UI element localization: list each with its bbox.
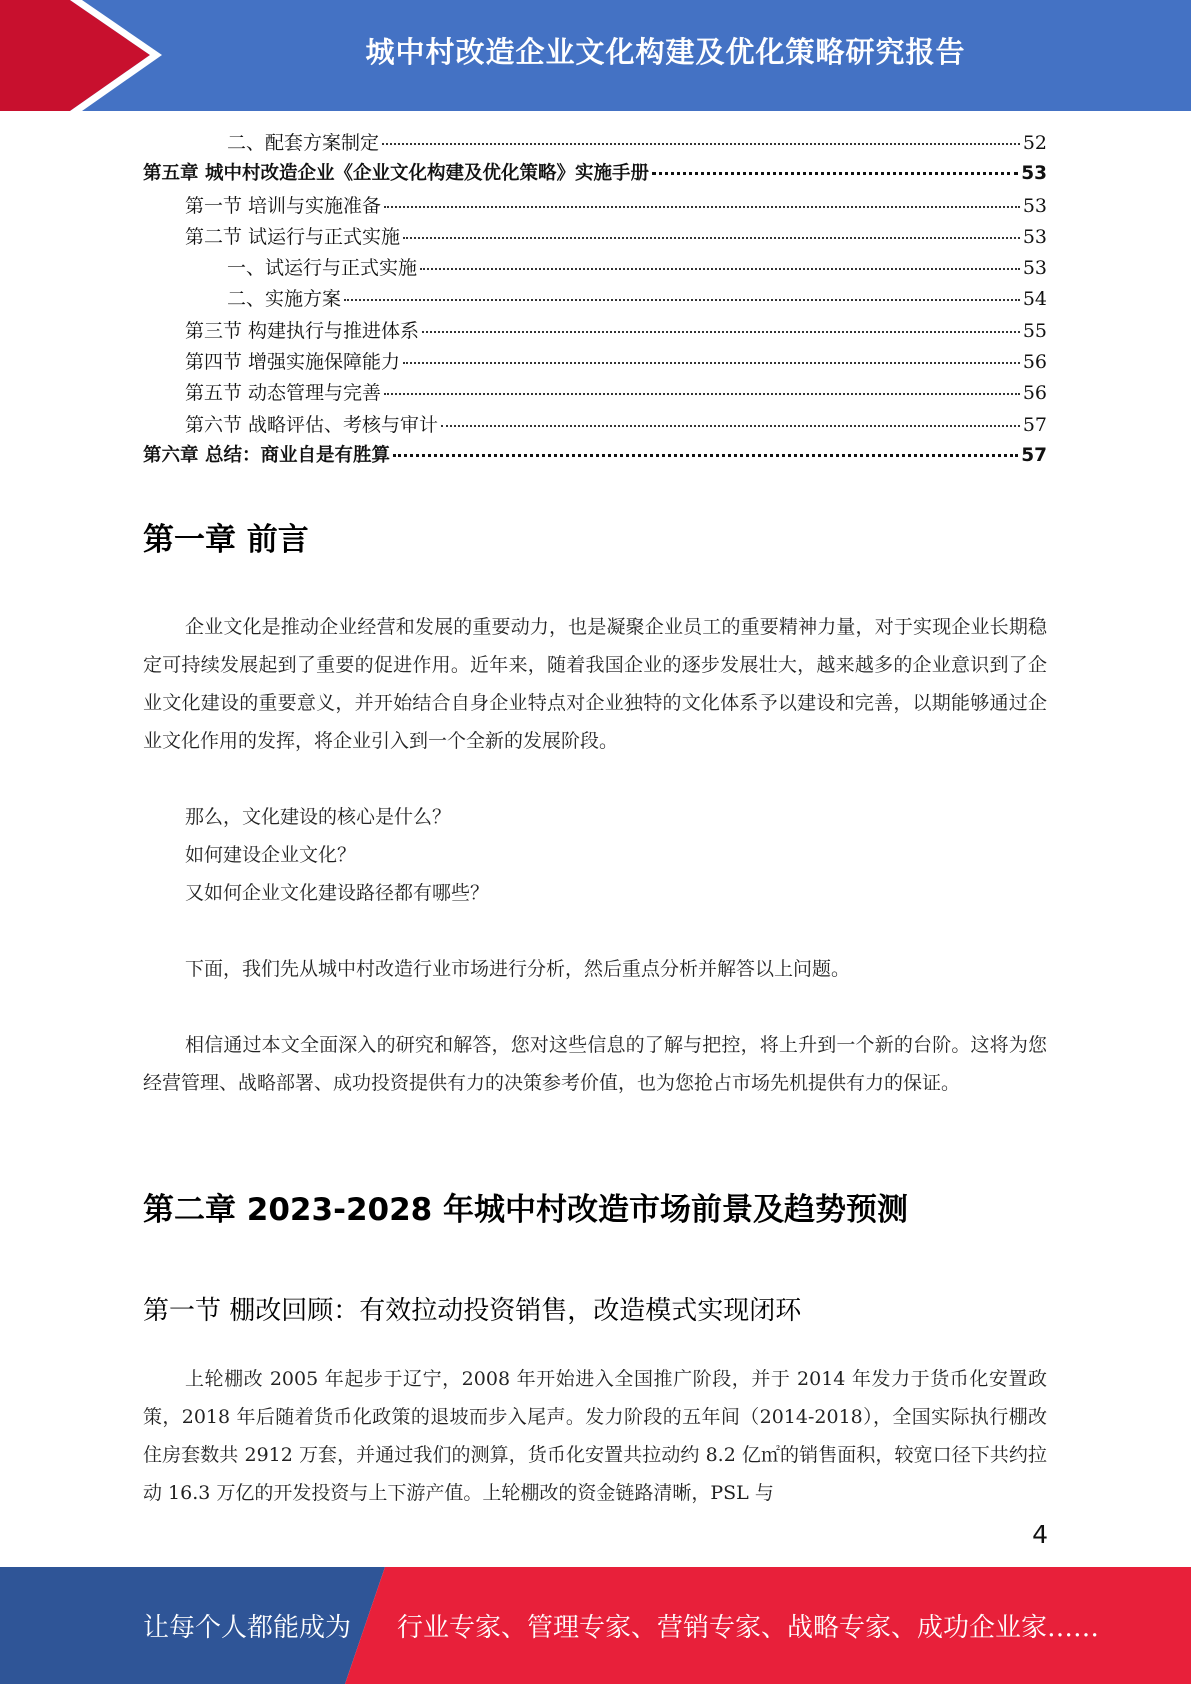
footer-slogan-left: 让每个人都能成为	[143, 1613, 352, 1643]
toc-entry-label: 第四节 增强实施保障能力	[185, 351, 401, 374]
paragraph: 下面，我们先从城中村改造行业市场进行分析，然后重点分析并解答以上问题。	[185, 958, 851, 980]
toc-dot-leader	[344, 299, 1020, 301]
toc-entry-label: 第一节 培训与实施准备	[185, 194, 382, 217]
toc-dot-leader	[393, 454, 1018, 457]
toc-entry-page: 57	[1022, 413, 1047, 436]
question-line: 那么，文化建设的核心是什么？	[185, 806, 452, 828]
toc-dot-leader	[382, 143, 1020, 145]
toc-entry-page: 55	[1022, 319, 1047, 342]
toc-entry-label: 第三节 构建执行与推进体系	[185, 319, 420, 342]
toc-dot-leader	[384, 393, 1020, 395]
toc-entry-label: 第六章 总结：商业自是有胜算	[143, 444, 390, 466]
page-header	[0, 0, 1191, 111]
paragraph: 企业文化是推动企业经营和发展的重要动力，也是凝聚企业员工的重要精神力量，对于实现企业长期稳定可持续发展起到了重要的促进作用。近年来，随着我国企业的逐步发展壮大，越来越多的企业意识到了企业文化建设的重要意义，并开始结合自身企业特点对企业独特的文化体系予以建设和完善，以期能够通过企业文化作用的发挥，将企业引入到一个全新的发展阶段。	[143, 616, 1047, 752]
toc-entry[interactable]	[143, 191, 1047, 222]
toc-dot-leader	[441, 425, 1020, 427]
question-line: 如何建设企业文化？	[185, 844, 357, 866]
chapter-heading: 第一章 前言	[143, 522, 309, 558]
chapter-heading: 第二章 2023-2028 年城中村改造市场前景及趋势预测	[143, 1192, 909, 1228]
paragraph: 上轮棚改 2005 年起步于辽宁，2008 年开始进入全国推广阶段，并于 2014 年发力于货币化安置政策，2018 年后随着货币化政策的退坡而步入尾声。发力阶段的五年间（2014-2018），全国实际执行棚改住房套数共 2912 万套，并通过我们的测算，货币化安置共拉动约 8.2 亿㎡的销售面积，较宽口径下共约拉动 16.3 万亿的开发投资与上下游产值。上轮棚改的资金链路清晰，PSL 与	[143, 1368, 1047, 1504]
toc-entry[interactable]	[143, 378, 1047, 409]
toc-dot-leader	[420, 268, 1020, 270]
toc-entry[interactable]	[143, 222, 1047, 253]
toc-dot-leader	[403, 237, 1020, 239]
toc-entry-page: 52	[1022, 132, 1047, 154]
page-footer	[0, 1567, 1191, 1684]
toc-entry[interactable]	[143, 159, 1047, 190]
toc-dot-leader	[384, 206, 1020, 208]
toc-dot-leader	[652, 172, 1018, 175]
toc-entry[interactable]	[143, 284, 1047, 315]
toc-entry[interactable]	[143, 128, 1047, 159]
toc-entry-page: 53	[1022, 257, 1047, 280]
toc-entry-label: 第六节 战略评估、考核与审计	[185, 413, 439, 436]
toc-entry[interactable]	[143, 410, 1047, 441]
table-of-contents	[143, 128, 1047, 472]
toc-entry-page: 53	[1022, 194, 1047, 217]
toc-entry-label: 第五节 动态管理与完善	[185, 382, 382, 405]
toc-entry-page: 53	[1022, 225, 1047, 248]
toc-entry-page: 56	[1022, 351, 1047, 374]
toc-entry[interactable]	[143, 347, 1047, 378]
toc-entry[interactable]	[143, 441, 1047, 472]
paragraph: 相信通过本文全面深入的研究和解答，您对这些信息的了解与把控，将上升到一个新的台阶。这将为您经营管理、战略部署、成功投资提供有力的决策参考价值，也为您抢占市场先机提供有力的保证。	[143, 1034, 1047, 1094]
toc-entry-page: 57	[1021, 444, 1047, 466]
toc-entry-page: 56	[1022, 382, 1047, 405]
page-number: 4	[1032, 1520, 1048, 1549]
question-line: 又如何企业文化建设路径都有哪些？	[185, 882, 490, 904]
toc-dot-leader	[403, 362, 1020, 364]
toc-entry-label: 二、实施方案	[227, 288, 342, 311]
toc-entry-label: 二、配套方案制定	[227, 132, 380, 154]
toc-entry-label: 第五章 城中村改造企业《企业文化构建及优化策略》实施手册	[143, 163, 649, 185]
section-heading: 第一节 棚改回顾：有效拉动投资销售，改造模式实现闭环	[143, 1296, 802, 1326]
footer-slogan-right: 行业专家、管理专家、营销专家、战略专家、成功企业家……	[397, 1613, 1100, 1643]
toc-entry-page: 54	[1022, 288, 1047, 311]
toc-entry-page: 53	[1021, 163, 1047, 185]
toc-entry-label: 第二节 试运行与正式实施	[185, 225, 401, 248]
toc-entry[interactable]	[143, 253, 1047, 284]
toc-entry[interactable]	[143, 316, 1047, 347]
report-title: 城中村改造企业文化构建及优化策略研究报告	[365, 35, 966, 69]
toc-dot-leader	[422, 331, 1020, 333]
toc-entry-label: 一、试运行与正式实施	[227, 257, 418, 280]
